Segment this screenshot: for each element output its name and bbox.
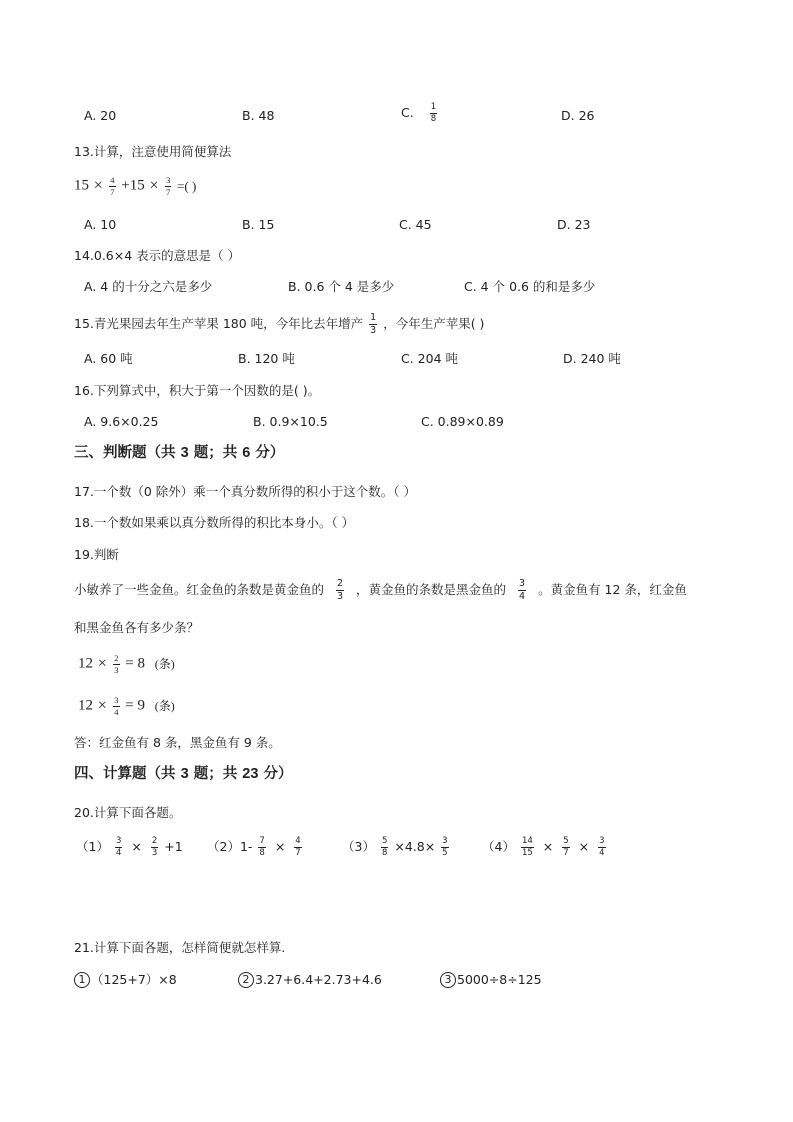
- q15-title: 15.青光果园去年生产苹果 180 吨，今年比去年增产 $\frac{1}{3}$ ，今年生产苹果( ): [74, 312, 485, 336]
- q21-expression-3: 3 5000÷8÷125: [440, 972, 542, 988]
- fraction: $\frac{3}{4}$: [115, 836, 122, 858]
- circled-number: 1: [74, 972, 90, 988]
- fraction: $\frac{2}{3}$: [337, 578, 344, 602]
- circled-number: 3: [440, 972, 456, 988]
- q16-option-a: A. 9.6×0.25: [84, 414, 159, 429]
- q13-option-c: C. 45: [399, 217, 432, 232]
- q20-part-2: （2）1- $\frac{7}{8}$ × $\frac{4}{7}$: [207, 836, 301, 858]
- q21-expression-2: 2 3.27+6.4+2.73+4.6: [238, 972, 382, 988]
- q12-option-c-label: C.: [401, 104, 414, 120]
- fraction: $\frac{4}{7}$: [295, 836, 301, 858]
- circled-number: 2: [238, 972, 254, 988]
- section-heading-judgement: 三、判断题（共 3 题；共 6 分）: [74, 445, 285, 461]
- q13-expression: 15 × $\frac{4}{7}$ +15 × $\frac{3}{7}$ =( ): [74, 175, 197, 197]
- fraction: $\frac{1}{8}$: [430, 102, 437, 124]
- q20-part-3: （3） $\frac{5}{8}$ ×4.8× $\frac{3}{5}$: [342, 836, 448, 858]
- fraction: $\frac{3}{7}$: [166, 175, 171, 197]
- section-heading-calculation: 四、计算题（共 3 题；共 23 分）: [74, 766, 293, 782]
- q13-title: 13.计算，注意使用简便算法: [74, 144, 232, 159]
- q13-option-b: B. 15: [242, 217, 275, 232]
- q19-title: 19.判断: [74, 547, 119, 562]
- q19-equation-2: 12 × $\frac{3}{4}$ = 9 (条): [78, 695, 175, 717]
- q21-expression-1: 1 （125+7）×8: [74, 972, 177, 988]
- q15-option-c: C. 204 吨: [401, 351, 459, 366]
- q20-part-4: （4） $\frac{14}{15}$ × $\frac{5}{7}$ × $\frac{3}{4}$: [482, 836, 605, 858]
- q19-equation-1: 12 × $\frac{2}{3}$ = 8 (条): [78, 653, 175, 675]
- fraction: $\frac{14}{15}$: [521, 836, 533, 858]
- q15-option-b: B. 120 吨: [238, 351, 295, 366]
- fraction: $\frac{2}{3}$: [151, 836, 158, 858]
- fraction: $\frac{3}{5}$: [442, 836, 448, 858]
- q12-option-a: A. 20: [84, 108, 117, 123]
- q19-problem-line2: 和黑金鱼各有多少条？: [74, 620, 200, 635]
- q12-option-d: D. 26: [561, 108, 595, 123]
- q18-text: 18.一个数如果乘以真分数所得的积比本身小。（ ）: [74, 515, 355, 530]
- fraction: $\frac{2}{3}$: [114, 653, 119, 675]
- fraction: $\frac{7}{8}$: [259, 836, 265, 858]
- fraction: $\frac{3}{4}$: [519, 578, 526, 602]
- q13-option-d: D. 23: [557, 217, 591, 232]
- q16-title: 16.下列算式中，积大于第一个因数的是( )。: [74, 383, 321, 398]
- fraction: $\frac{3}{4}$: [114, 695, 119, 717]
- q14-title: 14.0.6×4 表示的意思是（ ）: [74, 248, 241, 263]
- q21-title: 21.计算下面各题，怎样简便就怎样算.: [74, 940, 286, 955]
- q15-option-a: A. 60 吨: [84, 351, 133, 366]
- fraction: $\frac{3}{4}$: [599, 836, 605, 858]
- q20-title: 20.计算下面各题。: [74, 805, 182, 820]
- q12-option-c: [401, 103, 439, 123]
- q14-option-a: A. 4 的十分之六是多少: [84, 279, 213, 294]
- fraction: $\frac{5}{8}$: [381, 836, 388, 858]
- q16-option-c: C. 0.89×0.89: [421, 414, 504, 429]
- fraction: $\frac{5}{7}$: [563, 836, 569, 858]
- q17-text: 17.一个数（0 除外）乘一个真分数所得的积小于这个数。（ ）: [74, 484, 417, 499]
- q20-part-1: （1） $\frac{3}{4}$ × $\frac{2}{3}$ +1: [76, 836, 183, 858]
- q12-option-b: B. 48: [242, 108, 275, 123]
- q14-option-b: B. 0.6 个 4 是多少: [288, 279, 395, 294]
- fraction: $\frac{1}{3}$: [370, 312, 377, 336]
- q19-problem-line1: 小敏养了一些金鱼。红金鱼的条数是黄金鱼的 $\frac{2}{3}$ ，黄金鱼的条数是黑金鱼的 $\frac{3}{4}$ 。黄金鱼有 12 条，红金鱼: [74, 578, 687, 602]
- q19-answer: 答：红金鱼有 8 条，黑金鱼有 9 条。: [74, 735, 281, 750]
- q16-option-b: B. 0.9×10.5: [253, 414, 328, 429]
- q13-option-a: A. 10: [84, 217, 117, 232]
- fraction: $\frac{4}{7}$: [110, 175, 115, 197]
- q14-option-c: C. 4 个 0.6 的和是多少: [464, 279, 596, 294]
- q15-option-d: D. 240 吨: [563, 351, 621, 366]
